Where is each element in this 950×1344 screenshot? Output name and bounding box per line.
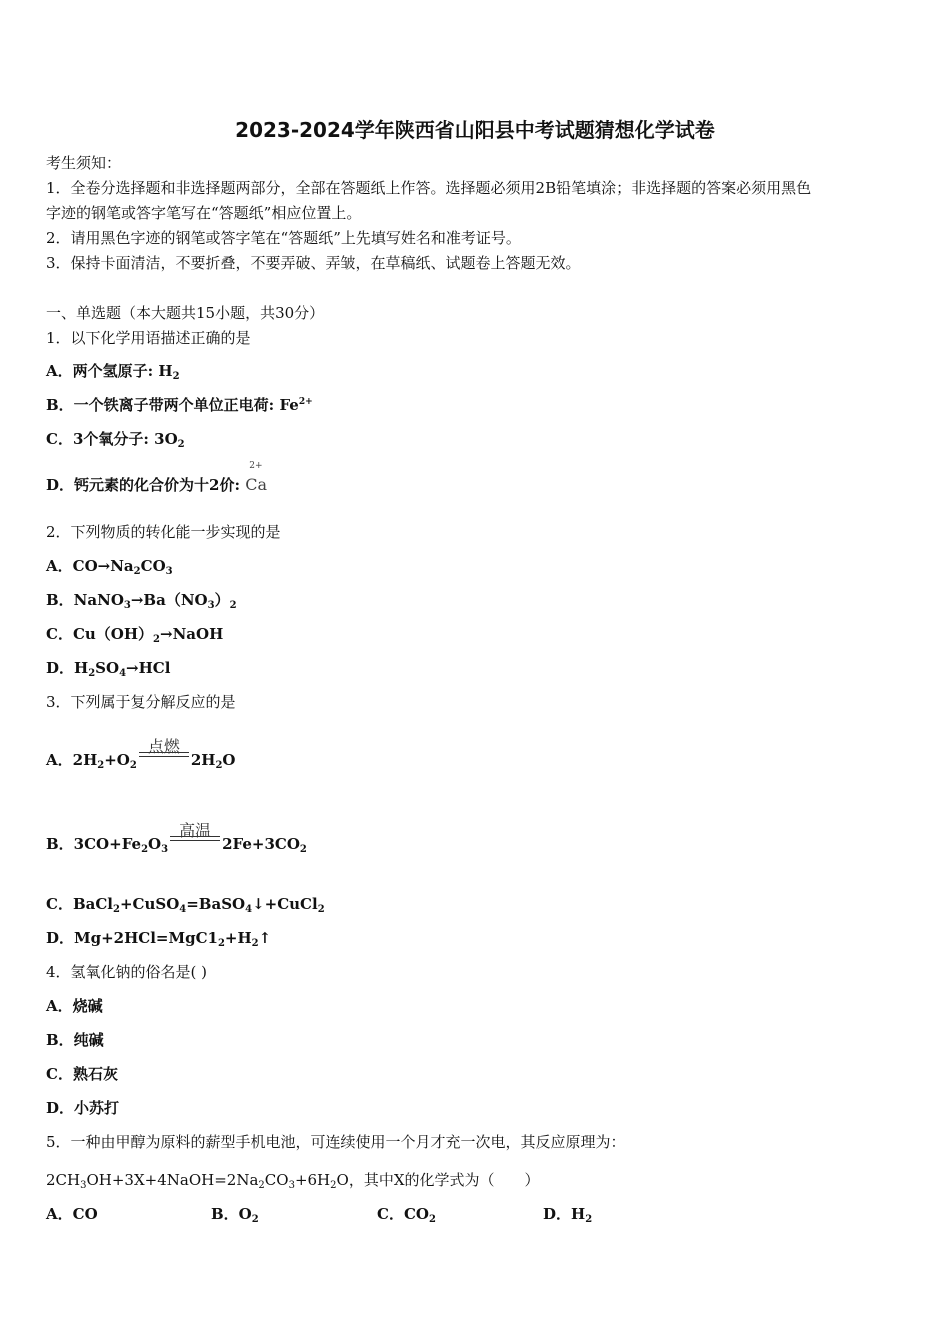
q1-option-d: D．钙元素的化合价为十2价: 2+ Ca [46,461,267,494]
q5-option-c: C．$CO_2$ [377,1205,436,1225]
reaction-condition: 点燃 [139,754,189,768]
q1-option-a: A．两个氢原子: $H_2$ [46,362,180,382]
q3-option-c: C．BaCl$_2$+CuSO$_4$=BaSO$_4$↓+CuCl$_2$ [46,895,325,915]
question-3-stem: 3．下列属于复分解反应的是 [46,693,236,711]
q3-option-d: D．$Mg+2HCl=MgC1_2+H_2↑$ [46,929,272,949]
page-title: 2023-2024学年陕西省山阳县中考试题猜想化学试卷 [235,118,715,142]
reaction-condition: 高温 [170,838,220,852]
notice-heading: 考生须知： [46,154,122,172]
q4-option-c: C．熟石灰 [46,1065,118,1083]
q3-option-b: B．$3CO+Fe_2O_3$ 高温 $2Fe+3CO_2$ [46,821,307,855]
q1-option-c: C．3个氧分子: $3O_2$ [46,430,185,450]
notice-line-1: 1．全卷分选择题和非选择题两部分，全部在答题纸上作答。选择题必须用2B铅笔填涂；非选择题的答案必须用黑色 [46,179,812,197]
q5-option-a: A．CO [46,1205,98,1223]
notice-line-3: 2．请用黑色字迹的钢笔或答字笔在“答题纸”上先填写姓名和准考证号。 [46,229,521,247]
question-4-stem: 4．氢氧化钠的俗名是( ) [46,963,208,981]
question-5-stem: 5．一种由甲醇为原料的薪型手机电池，可连续使用一个月才充一次电，其反应原理为： [46,1133,626,1151]
notice-line-2: 字迹的钢笔或答字笔写在“答题纸”相应位置上。 [46,204,362,222]
q5-option-d: D．$H_2$ [543,1205,593,1225]
valence-notation: 2+ Ca [245,461,267,494]
notice-line-4: 3．保持卡面清洁，不要折叠，不要弄破、弄皱，在草稿纸、试题卷上答题无效。 [46,254,581,272]
q4-option-b: B．纯碱 [46,1031,104,1049]
question-2-stem: 2．下列物质的转化能一步实现的是 [46,523,281,541]
q1-option-b: B．一个铁离子带两个单位正电荷: $Fe^{2+}$ [46,396,313,414]
q2-option-b: B．$NaNO_3\to Ba(NO_3)_2$ [46,591,237,611]
section-heading: 一、单选题（本大题共15小题，共30分） [46,304,325,322]
q2-option-a: A．$CO\to Na_2CO_3$ [46,557,173,577]
q3-option-a: A．$2H_2+O_2$ 点燃 $2H_2O$ [46,737,236,771]
q2-option-d: D．$H_2SO_4\to HCl$ [46,659,171,679]
q4-option-d: D．小苏打 [46,1099,120,1117]
q2-option-c: C．$Cu(OH)_2\to NaOH$ [46,625,224,645]
q5-option-b: B．$O_2$ [211,1205,259,1225]
q5-equation: $2CH_3OH+3X+4NaOH=2Na_2CO_3+6H_2O$，其中X的化学式为（ ） [46,1171,540,1191]
q4-option-a: A．烧碱 [46,997,103,1015]
question-1-stem: 1．以下化学用语描述正确的是 [46,329,251,347]
